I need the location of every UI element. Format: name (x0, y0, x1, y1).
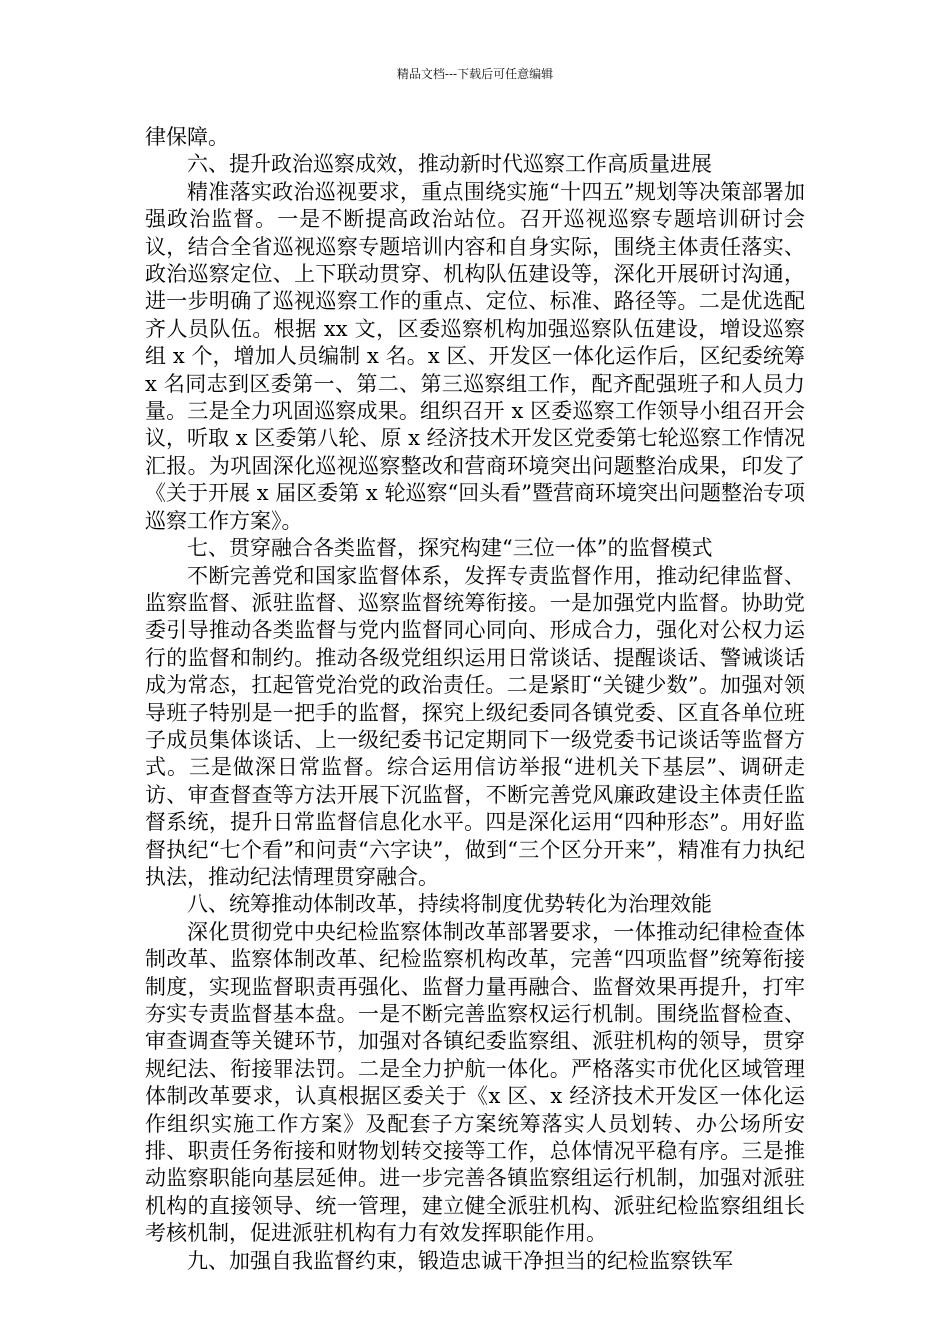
paragraph-section-8: 深化贯彻党中央纪检监察体制改革部署要求，一体推动纪律检查体制改革、监察体制改革、纪检监察机构改革，完善“四项监督”统筹衔接制度，实现监督职责再强化、监督力量再融合、监督效果再提升，打牢夯实专责监督基本盘。一是不断完善监察权运行机制。围绕监督检查、审查调查等关键环节，加强对各镇纪委监察组、派驻机构的领导，贯穿规纪法、衔接罪法罚。二是全力护航一体化。严格落实市优化区域管理体制改革要求，认真根据区委关于《x 区、x 经济技术开发区一体化运作组织实施工作方案》及配套子方案统筹落实人员划转、办公场所安排、职责任务衔接和财物划转交接等工作，总体情况平稳有序。三是推动监察职能向基层延伸。进一步完善各镇监察组运行机制，加强对派驻机构的直接领导、统一管理，建立健全派驻机构、派驻纪检监察组组长考核机制，促进派驻机构有力有效发挥职能作用。 (145, 919, 805, 1246)
document-body (145, 124, 805, 1275)
section-heading-6: 六、提升政治巡察成效，推动新时代巡察工作高质量进展 (187, 152, 712, 177)
paragraph-continuation: 律保障。 (145, 125, 229, 149)
page-header: 精品文档---下载后可任意编辑 (396, 67, 554, 81)
paragraph-section-7: 不断完善党和国家监督体系，发挥专责监督作用，推动纪律监督、监察监督、派驻监督、巡察监督统筹衔接。一是加强党内监督。协助党委引导推动各类监督与党内监督同心同向、形成合力，强化对公权力运行的监督和制约。推动各级党组织运用日常谈话、提醒谈话、警诫谈话成为常态，扛起管党治党的政治责任。二是紧盯“关键少数”。加强对领导班子特别是一把手的监督，探究上级纪委同各镇党委、区直各单位班子成员集体谈话、上一级纪委书记定期同下一级党委书记谈话等监督方式。三是做深日常监督。综合运用信访举报“进机关下基层”、调研走访、审查督查等方法开展下沉监督，不断完善党风廉政建设主体责任监督系统，提升日常监督信息化水平。四是深化运用“四种形态”。用好监督执纪“七个看”和问责“六字诀”，做到“三个区分开来”，精准有力执纪执法，推动纪法情理贯穿融合。 (145, 563, 805, 889)
section-heading-8: 八、统筹推动体制改革，持续将制度优势转化为治理效能 (187, 892, 712, 917)
paragraph-section-6: 精准落实政治巡视要求，重点围绕实施“十四五”规划等决策部署加强政治监督。一是不断提高政治站位。召开巡视巡察专题培训研讨会议，结合全省巡视巡察专题培训内容和自身实际，围绕主体责任落实、政治巡察定位、上下联动贯穿、机构队伍建设等，深化开展研讨沟通，进一步明确了巡视巡察工作的重点、定位、标准、路径等。二是优选配齐人员队伍。根据 xx 文，区委巡察机构加强巡察队伍建设，增设巡察组 x 个，增加人员编制 x 名。x 区、开发区一体化运作后，区纪委统筹 x 名同志到区委第一、第二、第三巡察组工作，配齐配强班子和人员力量。三是全力巩固巡察成果。组织召开 x 区委巡察工作领导小组召开会议，听取 x 区委第八轮、原 x 经济技术开发区党委第七轮巡察工作情况汇报。为巩固深化巡视巡察整改和营商环境突出问题整治成果，印发了《关于开展 x 届区委第 x 轮巡察“回头看”暨营商环境突出问题整治专项巡察工作方案》。 (145, 179, 805, 533)
section-heading-7: 七、贯穿融合各类监督，探究构建“三位一体”的监督模式 (187, 536, 713, 561)
section-heading-9: 九、加强自我监督约束，锻造忠诚干净担当的纪检监察铁军 (187, 1248, 733, 1273)
